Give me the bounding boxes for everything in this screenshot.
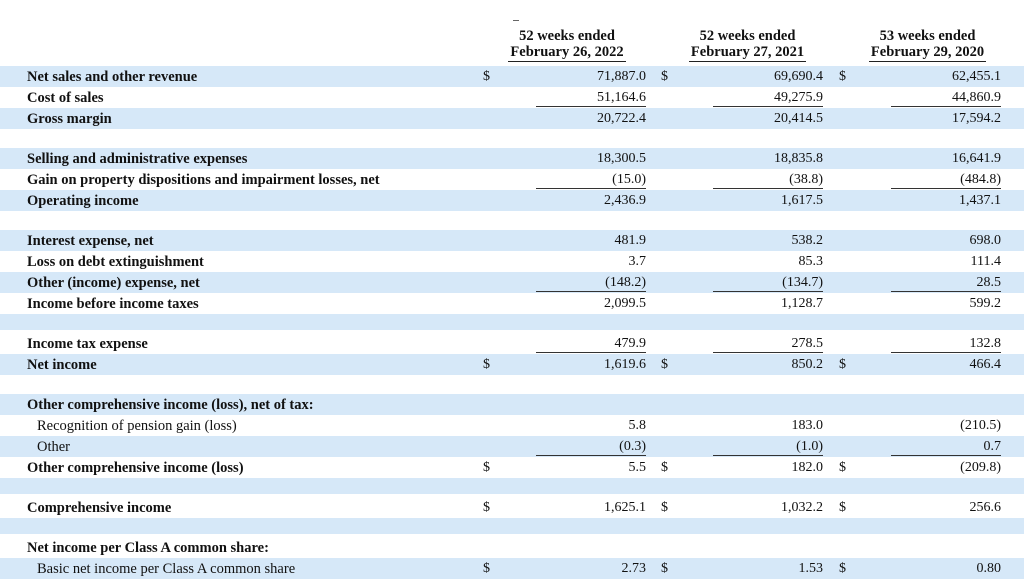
row-value: 599.2 (969, 296, 1001, 311)
table-row (0, 230, 1024, 251)
row-value: (1.0) (713, 439, 823, 456)
table-row (0, 293, 1024, 314)
row-value: 479.9 (536, 336, 646, 353)
row-label: Net income per Class A common share: (27, 540, 269, 556)
row-value: 1,617.5 (781, 193, 823, 208)
row-value: 0.7 (891, 439, 1001, 456)
row-value: (484.8) (891, 172, 1001, 189)
row-value: 20,722.4 (597, 111, 646, 126)
table-row (0, 148, 1024, 169)
row-value: 1,437.1 (959, 193, 1001, 208)
row-value: (38.8) (713, 172, 823, 189)
dollar-sign: $ (661, 500, 668, 515)
row-value: 278.5 (713, 336, 823, 353)
table-row (0, 457, 1024, 478)
row-value: 62,455.1 (952, 69, 1001, 84)
row-value: 5.8 (628, 418, 646, 433)
spacer-row (0, 314, 1024, 330)
dollar-sign: $ (839, 460, 846, 475)
row-label: Other (37, 439, 71, 455)
column-header-2020 (850, 28, 1005, 62)
row-value: 1.53 (798, 561, 823, 576)
row-value: 1,128.7 (781, 296, 823, 311)
spacer-row (0, 211, 1024, 227)
row-value: (134.7) (713, 275, 823, 292)
dollar-sign: $ (839, 561, 846, 576)
row-label: Gross margin (27, 111, 112, 127)
row-value: 44,860.9 (891, 90, 1001, 107)
column-header-line1: 52 weeks ended (699, 28, 796, 44)
dollar-sign: $ (839, 500, 846, 515)
row-value: (0.3) (536, 439, 646, 456)
dollar-sign: $ (839, 69, 846, 84)
column-header-line2: February 27, 2021 (690, 44, 805, 60)
row-label: Selling and administrative expenses (27, 151, 248, 167)
row-value: 182.0 (791, 460, 823, 475)
dollar-sign: $ (839, 357, 846, 372)
table-row (0, 190, 1024, 211)
row-label: Operating income (27, 193, 139, 209)
row-value: 0.80 (976, 561, 1001, 576)
row-value: 1,032.2 (781, 500, 823, 515)
row-value: (209.8) (960, 460, 1001, 475)
row-value: 2,099.5 (604, 296, 646, 311)
row-label: Net income (27, 357, 97, 373)
spacer-row (0, 129, 1024, 145)
dollar-sign: $ (661, 69, 668, 84)
row-label: Income before income taxes (27, 296, 199, 312)
table-row (0, 108, 1024, 129)
dollar-sign: $ (483, 460, 490, 475)
dollar-sign: $ (483, 500, 490, 515)
column-header-line1: 53 weeks ended (879, 28, 976, 44)
dollar-sign: $ (661, 561, 668, 576)
row-value: 111.4 (970, 254, 1001, 269)
row-label: Net sales and other revenue (27, 69, 198, 85)
table-row (0, 415, 1024, 436)
spacer-row (0, 518, 1024, 534)
table-row (0, 272, 1024, 293)
row-value: 71,887.0 (597, 69, 646, 84)
row-value: 85.3 (798, 254, 823, 269)
column-header-line2: February 26, 2022 (510, 44, 624, 60)
row-value: 850.2 (791, 357, 823, 372)
row-value: 5.5 (628, 460, 646, 475)
row-value: 17,594.2 (952, 111, 1001, 126)
dollar-sign: $ (661, 460, 668, 475)
row-value: 481.9 (614, 233, 646, 248)
row-label: Other (income) expense, net (27, 275, 200, 291)
row-value: 18,300.5 (597, 151, 646, 166)
table-row (0, 497, 1024, 518)
table-row (0, 87, 1024, 108)
row-value: 132.8 (891, 336, 1001, 353)
row-value: 28.5 (891, 275, 1001, 292)
row-label: Other comprehensive income (loss) (27, 460, 244, 476)
column-header-line2: February 29, 2020 (870, 44, 985, 60)
dollar-sign: $ (483, 561, 490, 576)
row-value: 2.73 (621, 561, 646, 576)
row-value: 69,690.4 (774, 69, 823, 84)
row-value: 1,619.6 (604, 357, 646, 372)
table-row (0, 537, 1024, 558)
row-value: 183.0 (791, 418, 823, 433)
row-value: 18,835.8 (774, 151, 823, 166)
column-header-line1: 52 weeks ended (519, 28, 615, 44)
row-label: Other comprehensive income (loss), net of tax: (27, 397, 314, 413)
row-label: Loss on debt extinguishment (27, 254, 204, 270)
table-row (0, 333, 1024, 354)
table-row (0, 66, 1024, 87)
dollar-sign: $ (483, 357, 490, 372)
row-label: Cost of sales (27, 90, 104, 106)
row-label: Gain on property dispositions and impairment losses, net (27, 172, 380, 188)
row-value: 51,164.6 (536, 90, 646, 107)
row-label: Recognition of pension gain (loss) (37, 418, 237, 434)
row-value: 2,436.9 (604, 193, 646, 208)
row-value: 466.4 (969, 357, 1001, 372)
row-label: Income tax expense (27, 336, 148, 352)
table-row (0, 169, 1024, 190)
row-label: Basic net income per Class A common share (37, 561, 296, 577)
row-label: Interest expense, net (27, 233, 154, 249)
row-label: Comprehensive income (27, 500, 172, 516)
row-value: 49,275.9 (713, 90, 823, 107)
spacer-row (0, 478, 1024, 494)
row-value: 3.7 (628, 254, 646, 269)
column-header-2021 (670, 28, 825, 62)
row-value: (148.2) (536, 275, 646, 292)
separator-tick (513, 20, 519, 21)
dollar-sign: $ (661, 357, 668, 372)
row-value: 698.0 (969, 233, 1001, 248)
column-header-2022 (492, 28, 642, 62)
table-row (0, 436, 1024, 457)
table-row (0, 394, 1024, 415)
row-value: 538.2 (791, 233, 823, 248)
table-row (0, 251, 1024, 272)
row-value: 20,414.5 (774, 111, 823, 126)
table-row (0, 354, 1024, 375)
spacer-row (0, 375, 1024, 391)
row-value: 256.6 (969, 500, 1001, 515)
table-row (0, 558, 1024, 579)
row-value: 16,641.9 (952, 151, 1001, 166)
row-value: (210.5) (960, 418, 1001, 433)
dollar-sign: $ (483, 69, 490, 84)
row-value: 1,625.1 (604, 500, 646, 515)
row-value: (15.0) (536, 172, 646, 189)
